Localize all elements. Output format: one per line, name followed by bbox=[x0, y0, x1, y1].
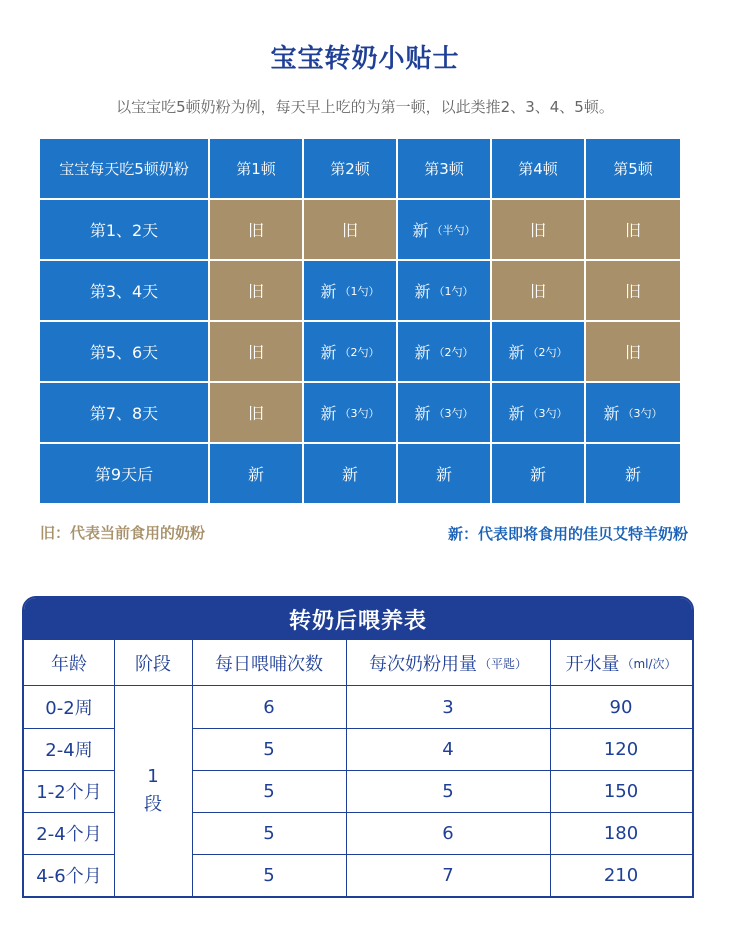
age-cell bbox=[24, 770, 114, 812]
table-rule bbox=[24, 685, 692, 686]
table-rule bbox=[24, 854, 114, 855]
age-value: 4-6个月 bbox=[36, 866, 102, 887]
age-cell bbox=[24, 728, 114, 770]
header-times bbox=[192, 640, 346, 686]
formula-marker: 新 bbox=[508, 404, 525, 423]
day-label-cell bbox=[40, 261, 208, 320]
scoop-amount: （3勺） bbox=[433, 406, 474, 420]
water-cell bbox=[550, 686, 692, 728]
schedule-cell-old bbox=[304, 200, 396, 259]
legend-old: 旧：代表当前食用的奶粉 bbox=[40, 524, 206, 542]
times-cell bbox=[192, 728, 346, 770]
formula-marker: 新 bbox=[414, 282, 431, 301]
meal-header bbox=[398, 139, 490, 198]
table-rule bbox=[550, 640, 551, 896]
times-value: 5 bbox=[263, 822, 275, 844]
formula-marker: 新 bbox=[320, 404, 337, 423]
water-cell bbox=[550, 854, 692, 896]
water-value: 180 bbox=[603, 822, 639, 844]
day-label: 第7、8天 bbox=[89, 404, 159, 423]
formula-marker: 新 bbox=[341, 465, 358, 484]
table-rule bbox=[114, 640, 115, 896]
meal-header bbox=[304, 139, 396, 198]
header-age bbox=[24, 640, 114, 686]
stage-suffix: 段 bbox=[144, 794, 162, 815]
table-rule bbox=[192, 728, 692, 729]
scoops-value: 7 bbox=[442, 864, 454, 886]
times-cell bbox=[192, 812, 346, 854]
stage-cell bbox=[114, 686, 192, 896]
day-label: 第1、2天 bbox=[89, 221, 159, 240]
formula-marker: 新 bbox=[603, 404, 620, 423]
table-rule bbox=[192, 770, 692, 771]
formula-marker: 新 bbox=[414, 343, 431, 362]
scoop-amount: （3勺） bbox=[527, 406, 568, 420]
formula-marker: 旧 bbox=[341, 221, 358, 240]
schedule-corner-header bbox=[40, 139, 208, 198]
formula-marker: 旧 bbox=[529, 282, 546, 301]
schedule-cell-new bbox=[398, 261, 490, 320]
scoops-cell bbox=[346, 770, 550, 812]
times-value: 6 bbox=[263, 696, 275, 718]
age-value: 2-4周 bbox=[45, 740, 93, 761]
formula-marker: 新 bbox=[414, 404, 431, 423]
feeding-table-title: 转奶后喂养表 bbox=[24, 598, 692, 640]
formula-marker: 旧 bbox=[529, 221, 546, 240]
formula-marker: 新 bbox=[508, 343, 525, 362]
schedule-cell-new bbox=[304, 322, 396, 381]
feeding-table bbox=[22, 596, 694, 898]
water-cell bbox=[550, 770, 692, 812]
table-rule bbox=[24, 728, 114, 729]
schedule-cell-new bbox=[492, 322, 584, 381]
schedule-cell-new bbox=[398, 383, 490, 442]
header-stage-label: 阶段 bbox=[135, 654, 171, 675]
water-value: 150 bbox=[603, 780, 639, 802]
schedule-cell-old bbox=[586, 261, 680, 320]
header-scoops bbox=[346, 640, 550, 686]
times-value: 5 bbox=[263, 780, 275, 802]
water-value: 210 bbox=[603, 864, 639, 886]
table-rule bbox=[24, 770, 114, 771]
scoop-amount: （3勺） bbox=[339, 406, 380, 420]
water-cell bbox=[550, 728, 692, 770]
legend-new: 新：代表即将食用的佳贝艾特羊奶粉 bbox=[447, 525, 688, 543]
times-cell bbox=[192, 686, 346, 728]
water-cell bbox=[550, 812, 692, 854]
scoop-amount: （1勺） bbox=[433, 284, 474, 298]
formula-marker: 新 bbox=[435, 465, 452, 484]
age-cell bbox=[24, 686, 114, 728]
header-water-label: 开水量 bbox=[565, 654, 620, 675]
age-cell bbox=[24, 854, 114, 896]
day-label-cell bbox=[40, 322, 208, 381]
scoop-amount: （2勺） bbox=[527, 345, 568, 359]
schedule-cell-old bbox=[210, 383, 302, 442]
age-cell bbox=[24, 812, 114, 854]
schedule-corner-label: 宝宝每天吃5顿奶粉 bbox=[59, 160, 189, 178]
schedule-cell-new bbox=[304, 444, 396, 503]
header-scoops-unit: （平匙） bbox=[478, 656, 527, 671]
formula-marker: 旧 bbox=[624, 221, 641, 240]
meal-header-label: 第1顿 bbox=[236, 160, 276, 178]
table-rule bbox=[192, 640, 193, 896]
day-label-cell bbox=[40, 200, 208, 259]
water-value: 120 bbox=[603, 738, 639, 760]
schedule-cell-old bbox=[210, 200, 302, 259]
times-cell bbox=[192, 770, 346, 812]
schedule-cell-old bbox=[586, 200, 680, 259]
times-cell bbox=[192, 854, 346, 896]
scoop-amount: （1勺） bbox=[339, 284, 380, 298]
header-water bbox=[550, 640, 692, 686]
formula-marker: 新 bbox=[320, 282, 337, 301]
table-rule bbox=[192, 812, 692, 813]
day-label: 第5、6天 bbox=[89, 343, 159, 362]
scoops-cell bbox=[346, 728, 550, 770]
schedule-cell-new bbox=[304, 383, 396, 442]
formula-marker: 新 bbox=[412, 221, 429, 240]
schedule-cell-new bbox=[398, 200, 490, 259]
meal-header-label: 第3顿 bbox=[424, 160, 464, 178]
schedule-cell-old bbox=[492, 200, 584, 259]
schedule-cell-new bbox=[492, 444, 584, 503]
formula-marker: 旧 bbox=[247, 343, 264, 362]
scoops-value: 5 bbox=[442, 780, 454, 802]
meal-header bbox=[210, 139, 302, 198]
schedule-cell-old bbox=[586, 322, 680, 381]
day-label-cell bbox=[40, 383, 208, 442]
formula-marker: 旧 bbox=[247, 282, 264, 301]
schedule-cell-new bbox=[492, 383, 584, 442]
schedule-cell-new bbox=[210, 444, 302, 503]
schedule-cell-new bbox=[304, 261, 396, 320]
formula-marker: 新 bbox=[529, 465, 546, 484]
table-rule bbox=[346, 640, 347, 896]
page-title: 宝宝转奶小贴士 bbox=[270, 44, 460, 74]
schedule-cell-old bbox=[210, 261, 302, 320]
schedule-cell-old bbox=[210, 322, 302, 381]
scoops-cell bbox=[346, 686, 550, 728]
meal-header-label: 第5顿 bbox=[613, 160, 653, 178]
age-value: 0-2周 bbox=[45, 698, 93, 719]
day-label: 第9天后 bbox=[94, 465, 154, 484]
formula-marker: 新 bbox=[247, 465, 264, 484]
header-age-label: 年龄 bbox=[51, 654, 87, 675]
header-scoops-label: 每次奶粉用量 bbox=[368, 654, 477, 675]
times-value: 5 bbox=[263, 864, 275, 886]
schedule-cell-new bbox=[586, 383, 680, 442]
scoop-amount: （2勺） bbox=[433, 345, 474, 359]
age-value: 2-4个月 bbox=[36, 824, 102, 845]
day-label-cell bbox=[40, 444, 208, 503]
schedule-cell-new bbox=[398, 444, 490, 503]
stage-number: 1 bbox=[147, 766, 159, 787]
formula-marker: 旧 bbox=[247, 404, 264, 423]
meal-header bbox=[586, 139, 680, 198]
formula-marker: 旧 bbox=[247, 221, 264, 240]
day-label: 第3、4天 bbox=[89, 282, 159, 301]
scoop-amount: （2勺） bbox=[339, 345, 380, 359]
header-times-label: 每日喂哺次数 bbox=[215, 654, 323, 675]
scoops-value: 4 bbox=[442, 738, 454, 760]
page-subtitle: 以宝宝吃5顿奶粉为例，每天早上吃的为第一顿，以此类推2、3、4、5顿。 bbox=[116, 98, 614, 116]
schedule-cell-new bbox=[586, 444, 680, 503]
table-rule bbox=[24, 812, 114, 813]
scoop-amount: （半勺） bbox=[431, 223, 476, 237]
meal-header-label: 第2顿 bbox=[330, 160, 370, 178]
meal-header bbox=[492, 139, 584, 198]
formula-marker: 新 bbox=[320, 343, 337, 362]
times-value: 5 bbox=[263, 738, 275, 760]
water-value: 90 bbox=[609, 696, 633, 718]
meal-header-label: 第4顿 bbox=[518, 160, 558, 178]
scoops-cell bbox=[346, 854, 550, 896]
header-water-unit: （ml/次） bbox=[621, 656, 677, 671]
scoop-amount: （3勺） bbox=[622, 406, 663, 420]
schedule-cell-new bbox=[398, 322, 490, 381]
formula-marker: 旧 bbox=[624, 282, 641, 301]
age-value: 1-2个月 bbox=[36, 782, 102, 803]
table-rule bbox=[192, 854, 692, 855]
formula-marker: 新 bbox=[624, 465, 641, 484]
scoops-value: 3 bbox=[442, 696, 454, 718]
header-stage bbox=[114, 640, 192, 686]
scoops-value: 6 bbox=[442, 822, 454, 844]
schedule-cell-old bbox=[492, 261, 584, 320]
scoops-cell bbox=[346, 812, 550, 854]
formula-marker: 旧 bbox=[624, 343, 641, 362]
